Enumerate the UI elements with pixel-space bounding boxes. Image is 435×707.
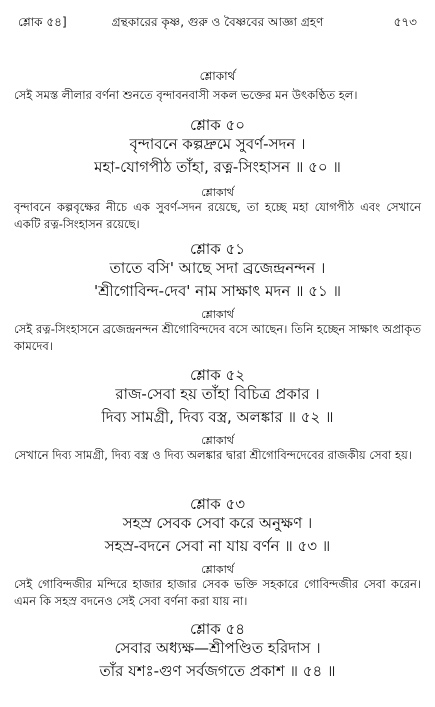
translation-heading: শ্লোকার্থ — [201, 308, 234, 321]
verse-heading: শ্লোক ৫২ — [190, 366, 245, 384]
translation-heading: শ্লোকার্থ — [199, 69, 236, 83]
verse-heading: শ্লোক ৫৪ — [190, 620, 245, 638]
verse-line: 'শ্রীগোবিন্দ-দেব' নাম সাক্ষাৎ মদন ॥ ৫১ ॥ — [93, 282, 342, 300]
verse-line: সহস্র-বদনে সেবা না যায় বর্ণন ॥ ৫৩ ॥ — [104, 537, 331, 555]
verse-line: রাজ-সেবা হয় তাঁহা বিচিত্র প্রকার । — [115, 385, 320, 403]
header-verse-ref: শ্লোক ৫৪] — [18, 15, 67, 29]
translation-text: সেখানে দিব্য সামগ্রী, দিব্য বস্ত্র ও দিব্য অলঙ্কার দ্বারা শ্রীগোবিন্দদেবের রাজকীয় সেবা হয়। — [14, 448, 412, 462]
verse-line: বৃন্দাবনে কল্পদ্রুমে সুবর্ণ-সদন । — [129, 135, 306, 153]
verse-line: মহা-যোগপীঠ তাঁহা, রত্ন-সিংহাসন ॥ ৫০ ॥ — [94, 158, 341, 176]
verse-line: সহস্র সেবক সেবা করে অনুক্ষণ । — [122, 514, 313, 532]
translation-text: সেই সমস্ত লীলার বর্ণনা শুনতে বৃন্দাবনবাসী সকল ভক্তের মন উৎকণ্ঠিত হল। — [14, 88, 358, 102]
header-chapter-title: গ্রন্থকারের কৃষ্ণ, গুরু ও বৈষ্ণবের আজ্ঞা গ্রহণ — [111, 15, 324, 29]
translation-heading: শ্লোকার্থ — [201, 186, 234, 199]
verse-line: সেবার অধ্যক্ষ—শ্রীপণ্ডিত হরিদাস । — [114, 639, 321, 657]
translation-heading: শ্লোকার্থ — [201, 434, 234, 447]
verse-heading: শ্লোক ৫০ — [190, 116, 245, 134]
translation-text: সেই রত্ন-সিংহাসনে ব্রজেন্দ্রনন্দন শ্রীগোবিন্দদেব বসে আছেন। তিনি হচ্ছেন সাক্ষাৎ অপ্রাকৃত কামদেব। — [14, 322, 421, 353]
translation-text: বৃন্দাবনে কল্পবৃক্ষের নীচে এক সুবর্ণ-সদন রয়েছে, তা হচ্ছে মহা যোগপীঠ এবং সেখানে একটি রত্ন-সিংহাসন রয়েছে। — [14, 200, 421, 231]
verse-line: দিব্য সামগ্রী, দিব্য বস্ত্র, অলঙ্কার ॥ ৫২ ॥ — [101, 408, 334, 426]
verse-heading: শ্লোক ৫১ — [190, 240, 245, 258]
verse-heading: শ্লোক ৫৩ — [190, 495, 245, 513]
running-header — [18, 14, 417, 34]
verse-line: তাতে বসি' আছে সদা ব্রজেন্দ্রনন্দন । — [109, 259, 326, 277]
translation-text: সেই গোবিন্দজীর মন্দিরে হাজার হাজার সেবক ভক্তি সহকারে গোবিন্দজীর সেবা করেন। এমন কি সহস্র বদনেও সেই সেবা বর্ণনা করা যায় না। — [14, 577, 421, 608]
page-number: ৫৭৩ — [393, 15, 417, 29]
verse-line: তাঁর যশঃ-গুণ সর্বজগতে প্রকাশ ॥ ৫৪ ॥ — [99, 662, 336, 680]
translation-heading: শ্লোকার্থ — [201, 563, 234, 576]
